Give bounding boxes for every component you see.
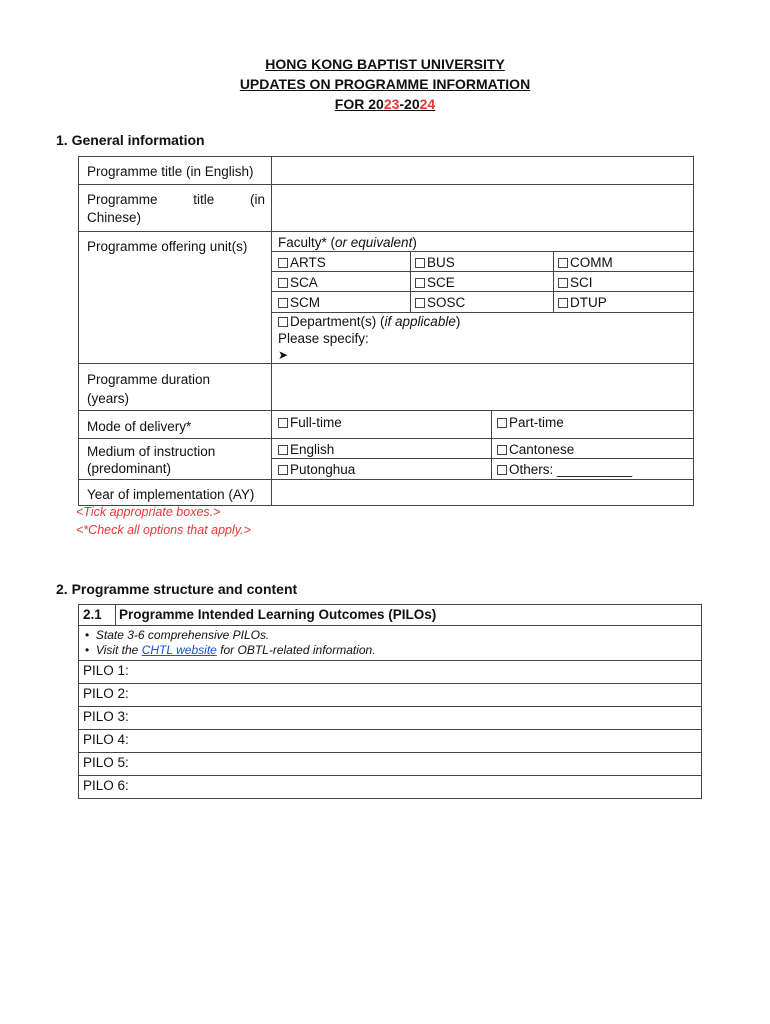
label-duration: Programme duration (years) [87,372,211,406]
academic-year: FOR 2023-2024 [334,96,436,112]
pilos-table [78,604,702,799]
label-offering-unit: Programme offering unit(s) [87,239,248,254]
general-info-table [78,156,694,506]
subsection-number: 2.1 [83,607,102,622]
label-title-zh: Programme title (in Chinese) [87,192,265,225]
faculty-option-arts[interactable]: ARTS [278,254,326,272]
faculty-option-sca[interactable]: SCA [278,274,318,292]
label-title-en: Programme title (in English) [87,164,254,179]
pilo-2-field[interactable]: PILO 2: [83,686,129,701]
medium-option-others[interactable]: Others: __________ [497,461,632,479]
label-medium: Medium of instruction (predominant) [87,444,216,476]
document-title: UPDATES ON PROGRAMME INFORMATION [239,76,531,92]
university-name: HONG KONG BAPTIST UNIVERSITY [265,56,505,72]
section1-heading: 1. General information [56,132,205,148]
checkbox-icon [415,258,425,268]
input-year-impl[interactable] [272,480,693,506]
pilo-5-field[interactable]: PILO 5: [83,755,129,770]
medium-option-english[interactable]: English [278,441,334,459]
checkbox-icon [278,418,288,428]
faculty-option-scm[interactable]: SCM [278,294,320,312]
subsection-title: Programme Intended Learning Outcomes (PILOs) [119,607,437,622]
mode-option-fulltime[interactable]: Full-time [278,414,342,432]
checkbox-icon [497,418,507,428]
please-specify-label: Please specify: [278,331,369,346]
faculty-option-sci[interactable]: SCI [558,274,593,292]
note-check-all: <*Check all options that apply.> [76,523,251,537]
faculty-option-dtup[interactable]: DTUP [558,294,607,312]
faculty-option-sosc[interactable]: SOSC [415,294,465,312]
faculty-option-sce[interactable]: SCE [415,274,455,292]
input-title-en[interactable] [272,157,693,184]
checkbox-icon [278,298,288,308]
chtl-website-link[interactable]: CHTL website [141,643,217,657]
faculty-option-comm[interactable]: COMM [558,254,613,272]
checkbox-icon [415,298,425,308]
checkbox-icon [415,278,425,288]
faculty-label: Faculty* (or equivalent) [278,235,417,250]
checkbox-icon [278,445,288,455]
medium-option-cantonese[interactable]: Cantonese [497,441,574,459]
label-mode: Mode of delivery* [87,419,192,434]
arrow-bullet-icon: ➤ [278,348,289,362]
checkbox-icon [278,258,288,268]
department-option[interactable]: Department(s) (if applicable) [278,313,678,331]
checkbox-icon [558,298,568,308]
checkbox-icon [278,317,288,327]
section2-heading: 2. Programme structure and content [56,581,298,597]
checkbox-icon [558,258,568,268]
checkbox-icon [497,465,507,475]
pilo-3-field[interactable]: PILO 3: [83,709,129,724]
label-year-impl: Year of implementation (AY) [87,487,255,502]
mode-option-parttime[interactable]: Part-time [497,414,564,432]
note-tick-boxes: <Tick appropriate boxes.> [76,505,221,519]
document-header [0,54,770,114]
input-title-zh[interactable] [272,185,693,231]
bullet-state-pilos: • State 3-6 comprehensive PILOs. [85,628,270,642]
checkbox-icon [278,278,288,288]
checkbox-icon [558,278,568,288]
checkbox-icon [497,445,507,455]
bullet-visit-chtl: • Visit the CHTL website for OBTL-related information. [85,643,376,657]
faculty-option-bus[interactable]: BUS [415,254,455,272]
input-duration[interactable] [272,364,693,410]
medium-option-putonghua[interactable]: Putonghua [278,461,355,479]
checkbox-icon [278,465,288,475]
pilo-6-field[interactable]: PILO 6: [83,778,129,793]
pilo-1-field[interactable]: PILO 1: [83,663,129,678]
pilo-4-field[interactable]: PILO 4: [83,732,129,747]
